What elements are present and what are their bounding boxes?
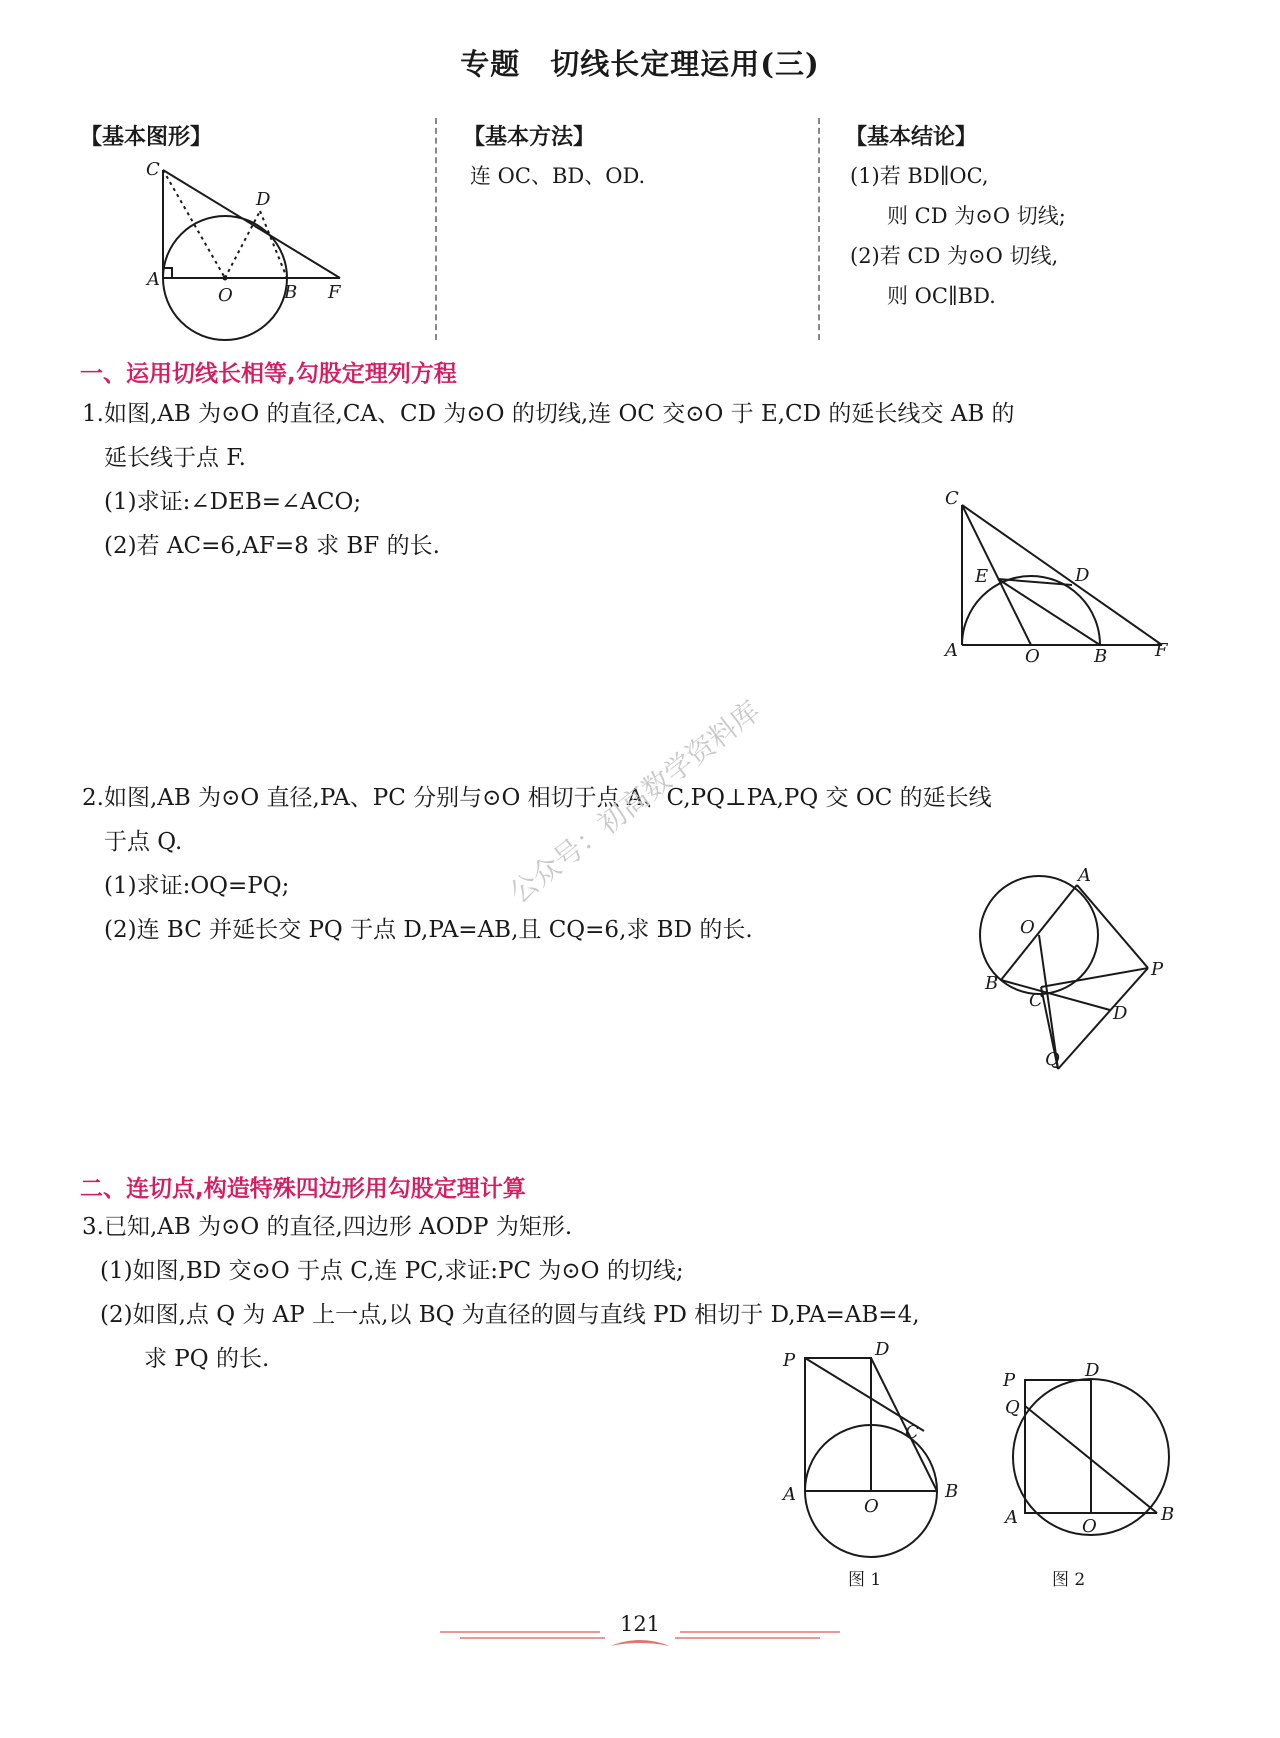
label-C: C — [905, 1422, 919, 1443]
problem-3-line-1: 3.已知,AB 为⊙O 的直径,四边形 AODP 为矩形. — [82, 1214, 573, 1240]
label-C: C — [1029, 990, 1043, 1011]
label-O: O — [1020, 917, 1035, 938]
label-A: A — [147, 269, 160, 290]
label-P: P — [783, 1350, 796, 1371]
label-A: A — [1078, 865, 1091, 886]
problem-3-figure-1 — [775, 1340, 975, 1570]
watermark: 公众号：初高数学资料库 — [503, 694, 767, 910]
label-D: D — [875, 1340, 890, 1360]
label-F: F — [1155, 640, 1168, 661]
problem-1-line-1: 1.如图,AB 为⊙O 的直径,CA、CD 为⊙O 的切线,连 OC 交⊙O 于 E,CD 的延长线交 AB 的 — [82, 401, 1015, 427]
column-divider — [435, 118, 437, 340]
label-B: B — [284, 282, 298, 303]
page-number: 121 — [619, 1612, 661, 1636]
problem-2-line-3: (1)求证:OQ=PQ; — [104, 873, 290, 899]
basic-figure — [140, 155, 360, 350]
label-Q: Q — [1005, 1397, 1020, 1418]
label-D: D — [1085, 1360, 1100, 1381]
caption-figure-1: 图 1 — [848, 1570, 882, 1590]
label-D: D — [1113, 1003, 1128, 1024]
label-D: D — [1075, 565, 1090, 586]
problem-3-figure-2 — [985, 1360, 1185, 1560]
label-Q: Q — [1045, 1049, 1060, 1070]
label-B: B — [945, 1481, 959, 1502]
conclusion-heading: 【基本结论】 — [845, 125, 978, 150]
problem-2-figure — [965, 865, 1185, 1075]
caption-figure-2: 图 2 — [1052, 1570, 1086, 1590]
label-C: C — [945, 490, 959, 509]
label-O: O — [864, 1496, 879, 1517]
label-D: D — [256, 189, 271, 210]
label-O: O — [218, 285, 233, 306]
label-B: B — [1094, 646, 1108, 667]
figure-heading: 【基本图形】 — [80, 125, 213, 150]
problem-2-line-2: 于点 Q. — [104, 829, 183, 855]
method-heading: 【基本方法】 — [463, 125, 596, 150]
label-C: C — [146, 159, 160, 180]
label-A: A — [945, 640, 958, 661]
problem-2-line-4: (2)连 BC 并延长交 PQ 于点 D,PA=AB,且 CQ=6,求 BD 的长. — [104, 917, 753, 943]
page-title: 专题 切线长定理运用(三) — [460, 47, 820, 81]
problem-1 — [82, 392, 1015, 568]
problem-1-figure — [940, 490, 1180, 670]
column-divider — [818, 118, 820, 340]
label-P: P — [1151, 959, 1164, 980]
label-A: A — [1005, 1507, 1018, 1528]
label-F: F — [328, 282, 341, 303]
problem-1-line-3: (1)求证:∠DEB=∠ACO; — [104, 489, 362, 515]
conclusion-line-3: (2)若 CD 为⊙O 切线, — [850, 244, 1059, 268]
label-O: O — [1025, 646, 1040, 667]
label-O: O — [1082, 1516, 1097, 1537]
problem-3-line-3: (2)如图,点 Q 为 AP 上一点,以 BQ 为直径的圆与直线 PD 相切于 D,PA=AB=4, — [100, 1302, 920, 1328]
label-P: P — [1003, 1370, 1016, 1391]
conclusion-line-1: (1)若 BD∥OC, — [850, 164, 989, 188]
label-B: B — [1161, 1504, 1175, 1525]
label-A: A — [783, 1484, 796, 1505]
conclusion-line-2: 则 CD 为⊙O 切线; — [887, 204, 1066, 228]
section-heading-2: 二、连切点,构造特殊四边形用勾股定理计算 — [80, 1176, 526, 1202]
section-heading-1: 一、运用切线长相等,勾股定理列方程 — [80, 361, 457, 387]
problem-1-line-2: 延长线于点 F. — [104, 445, 246, 471]
problem-2-line-1: 2.如图,AB 为⊙O 直径,PA、PC 分别与⊙O 相切于点 A、C,PQ⊥PA,PQ 交 OC 的延长线 — [82, 785, 992, 811]
method-text: 连 OC、BD、OD. — [470, 164, 646, 188]
label-B: B — [985, 973, 999, 994]
problem-1-line-4: (2)若 AC=6,AF=8 求 BF 的长. — [104, 533, 440, 559]
label-E: E — [975, 566, 989, 587]
problem-3-line-4: 求 PQ 的长. — [144, 1346, 270, 1372]
conclusion-line-4: 则 OC∥BD. — [887, 284, 996, 308]
problem-3-line-2: (1)如图,BD 交⊙O 于点 C,连 PC,求证:PC 为⊙O 的切线; — [100, 1258, 684, 1284]
